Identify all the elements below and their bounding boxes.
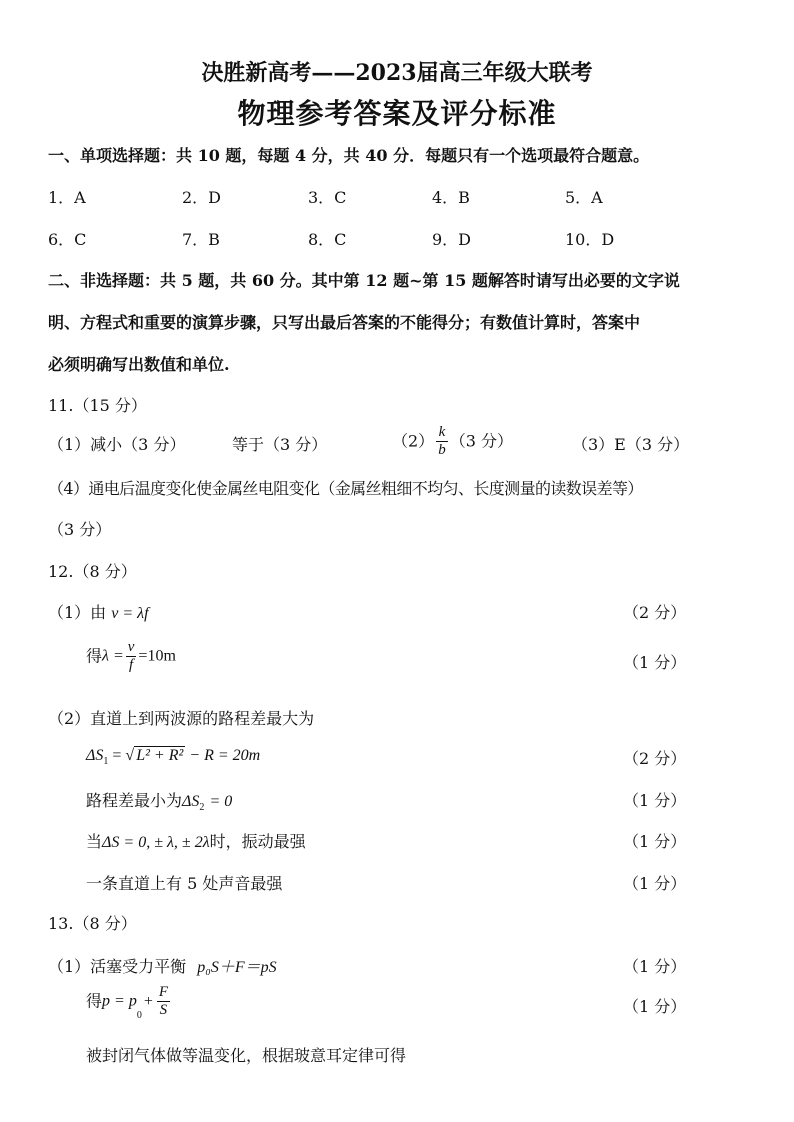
- q13-line2-fraction: [157, 985, 170, 1018]
- answer-5: 5．A: [565, 188, 603, 207]
- q13-line3: 被封闭气体做等温变化，根据玻意耳定律可得: [86, 1046, 407, 1065]
- q12-line4-eq: =: [112, 747, 122, 764]
- q13-line1-score: （1 分）: [623, 957, 687, 976]
- exam-title: 决胜新高考——2023届高三年级大联考: [201, 60, 593, 86]
- answer-6: 6．C: [48, 230, 87, 249]
- answer-3: 3．C: [308, 188, 347, 207]
- q13-line2-score: （1 分）: [623, 997, 687, 1016]
- radical-sign-icon: √: [125, 747, 135, 764]
- q12-line2-lhs: λ =: [102, 647, 124, 665]
- q13-line1-formula: p₀S＋F＝pS: [197, 959, 277, 976]
- q12-line5: [86, 788, 232, 813]
- q11-part4: （4）通电后温度变化使金属丝电阻变化（金属丝粗细不均匀、长度测量的读数误差等）: [48, 479, 643, 498]
- answer-2: 2．D: [182, 188, 222, 207]
- q12-line6: [86, 829, 306, 852]
- answer-10: 10．D: [565, 230, 615, 249]
- q12-line2-den: f: [129, 657, 134, 673]
- q12-line6-pre: 当: [86, 832, 103, 851]
- q12-line6-formula: ΔS = 0, ± λ, ± 2λ: [102, 834, 210, 851]
- q12-line5-score: （1 分）: [623, 791, 687, 810]
- answer-9: 9．D: [432, 230, 472, 249]
- q12-line2-score: （1 分）: [623, 653, 687, 672]
- q11-part4-score: （3 分）: [48, 520, 112, 539]
- answer-8: 8．C: [308, 230, 347, 249]
- document-title: 物理参考答案及评分标准: [237, 97, 557, 130]
- q12-line5-formula: ΔS: [182, 793, 200, 810]
- section2-heading-line2: 明、方程式和重要的演算步骤，只写出最后答案的不能得分；有数值计算时，答案中: [48, 313, 641, 332]
- q12-line1: [48, 600, 149, 623]
- q13-line1-text: （1）活塞受力平衡: [48, 957, 187, 976]
- q12-line1-score: （2 分）: [623, 603, 687, 622]
- answer-4: 4．B: [432, 188, 470, 207]
- q12-line4-radicand: L² + R²: [136, 747, 184, 764]
- q12-line6-score: （1 分）: [623, 832, 687, 851]
- q12-line4-rest: − R = 20m: [189, 747, 261, 764]
- q12-line5-text: 路程差最小为: [86, 791, 183, 810]
- q13-line2-den: S: [159, 1002, 168, 1018]
- q13-line2-text: 得: [86, 991, 103, 1011]
- q11-part1b: 等于（3 分）: [232, 435, 328, 454]
- q12-line2-num: v: [127, 639, 135, 655]
- q13-line2-num: F: [158, 984, 169, 1000]
- q11-part2-prefix: （2）: [392, 431, 435, 451]
- q12-line6-post: 时，振动最强: [209, 832, 306, 851]
- section1-heading: 一、单项选择题：共 10 题，每题 4 分，共 40 分．每题只有一个选项最符合题意。: [48, 146, 650, 165]
- q11-part2: [392, 425, 513, 458]
- q12-line1-text: （1）由: [48, 603, 107, 622]
- q12-line5-sub: 2: [199, 802, 205, 814]
- section2-heading-line3: 必须明确写出数值和单位.: [48, 355, 230, 374]
- q13-label: 13.（8 分）: [48, 914, 137, 933]
- q13-line1: [48, 954, 277, 977]
- q12-line7-score: （1 分）: [623, 874, 687, 893]
- q13-line2-sub: 0: [136, 1010, 142, 1021]
- answer-7: 7．B: [182, 230, 220, 249]
- q12-line2-text: 得: [86, 646, 103, 666]
- q11-label: 11.（15 分）: [48, 396, 147, 415]
- q13-line2-plus: +: [143, 992, 153, 1010]
- q12-line2: [86, 640, 176, 673]
- q11-fraction: [436, 425, 448, 458]
- q11-fraction-den: b: [438, 442, 446, 458]
- q13-line2: [86, 985, 172, 1021]
- section2-heading-line1: 二、非选择题：共 5 题，共 60 分。其中第 12 题~第 15 题解答时请写出必要的文字说: [48, 271, 680, 290]
- q12-line7: 一条直道上有 5 处声音最强: [86, 874, 283, 893]
- q12-label: 12.（8 分）: [48, 562, 137, 581]
- q12-line2-rhs: =10m: [138, 647, 176, 665]
- q11-fraction-num: k: [436, 425, 448, 442]
- q11-part1: （1）减小（3 分）: [48, 435, 186, 454]
- q12-line4-lhs: ΔS: [86, 747, 104, 764]
- q13-line2-lhs: p = p: [102, 992, 137, 1010]
- q11-part3: （3）E（3 分）: [572, 435, 690, 454]
- answer-1: 1．A: [48, 188, 86, 207]
- q12-line5-rest: = 0: [209, 793, 233, 810]
- q12-line3: （2）直道上到两波源的路程差最大为: [48, 709, 315, 728]
- q12-line2-fraction: [126, 640, 137, 673]
- q12-line4: [86, 746, 260, 767]
- q12-line1-formula: v = λf: [111, 605, 149, 622]
- q12-line4-sub: 1: [103, 756, 109, 768]
- q12-line4-score: （2 分）: [623, 749, 687, 768]
- q11-part2-score: （3 分）: [449, 431, 513, 451]
